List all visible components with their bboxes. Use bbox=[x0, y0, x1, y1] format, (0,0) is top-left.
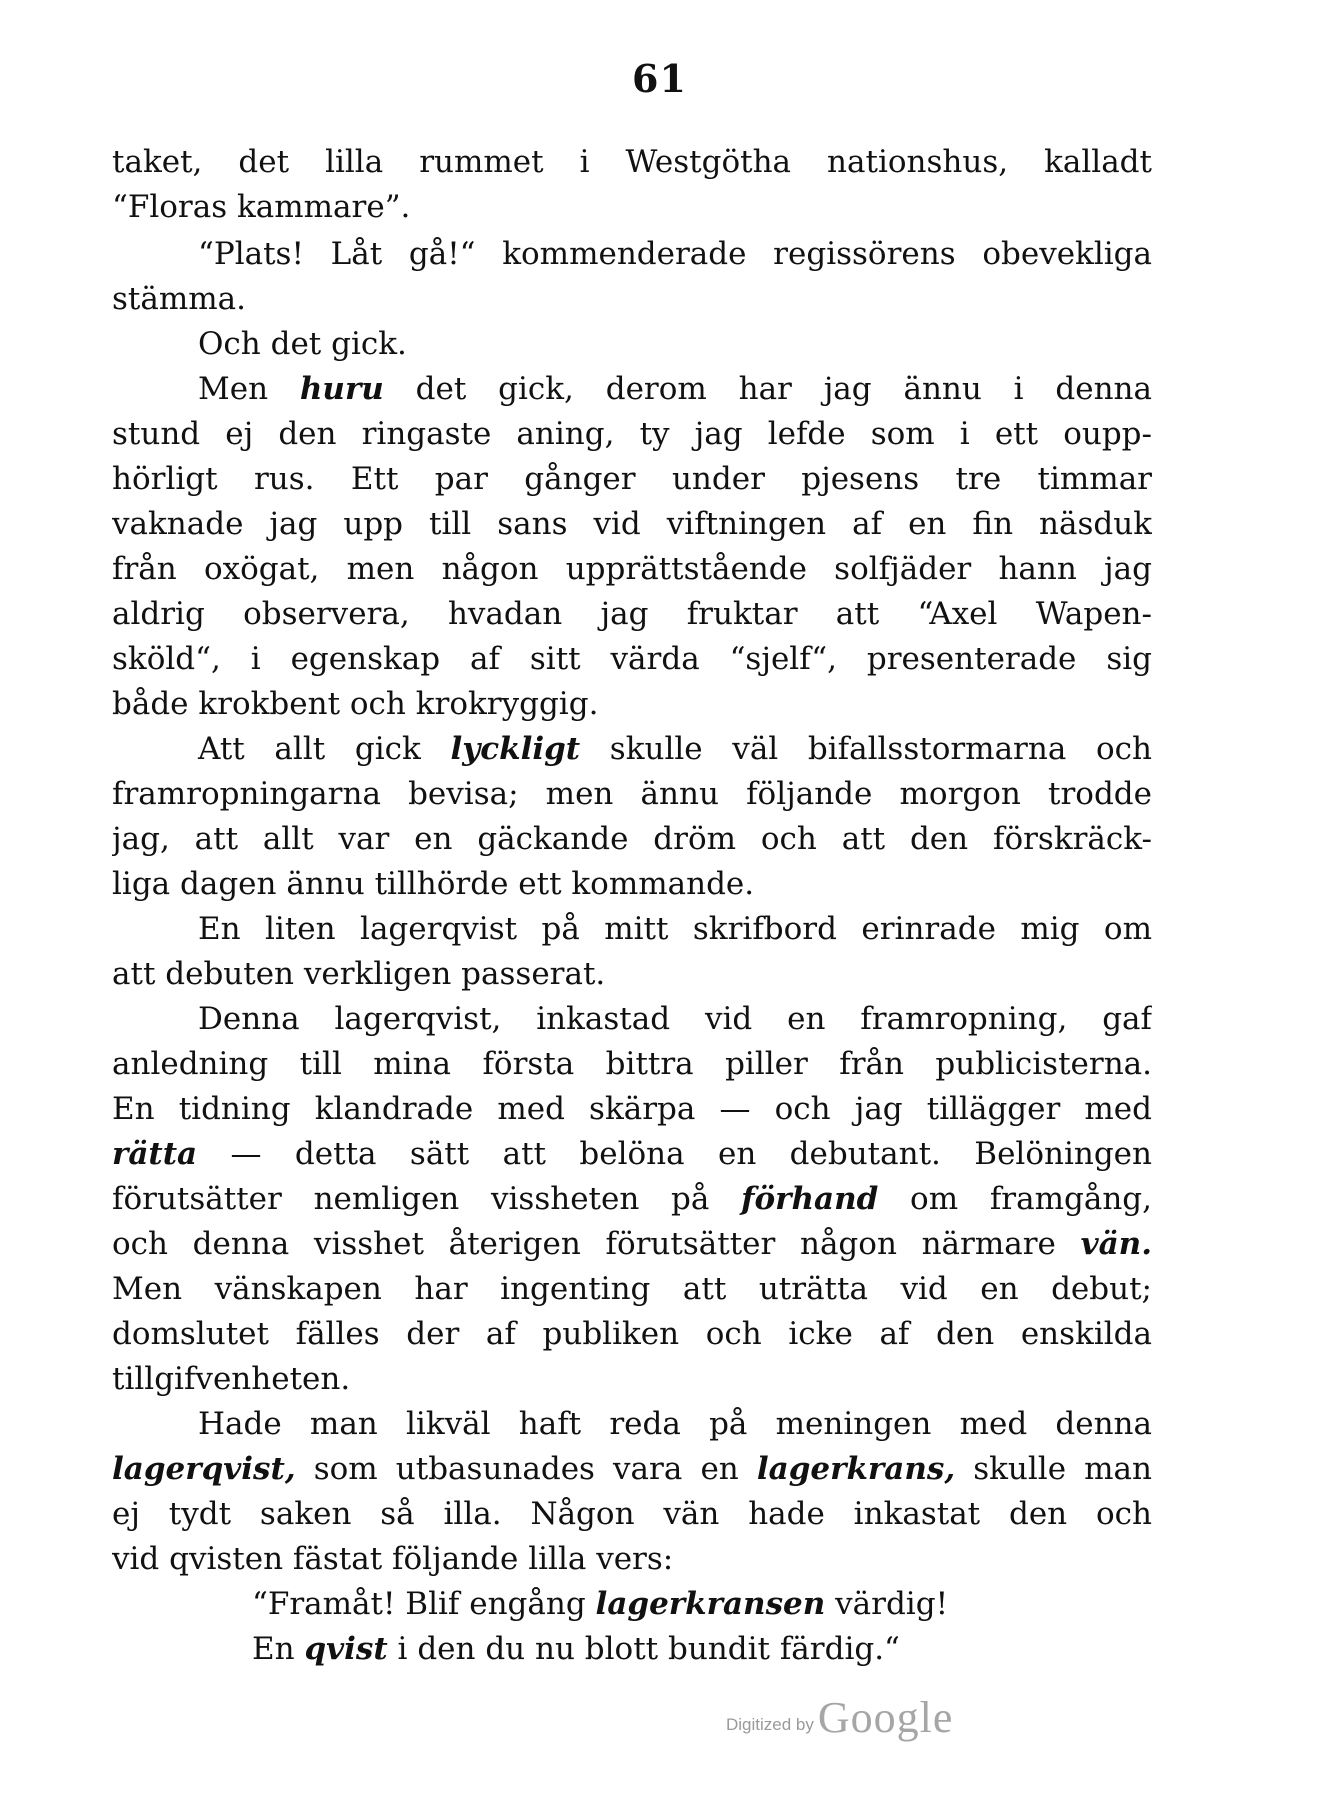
text-line: framropningarna bevisa; men ännu följande morgon trodde bbox=[112, 776, 1152, 812]
text-line: vid qvisten fästat följande lilla vers: bbox=[112, 1541, 674, 1577]
emphasis: lyckligt bbox=[450, 731, 581, 767]
emphasis: huru bbox=[299, 371, 384, 407]
digitized-by-watermark bbox=[726, 1692, 953, 1743]
text-line: rätta — detta sätt att belöna en debutant. Belöningen bbox=[112, 1136, 1152, 1172]
page-number: 61 bbox=[632, 56, 687, 101]
page-text bbox=[112, 140, 1152, 1672]
text-line: både krokbent och krokryggig. bbox=[112, 686, 599, 722]
emphasis: qvist bbox=[304, 1631, 388, 1667]
text-line: anledning till mina första bittra piller från publicisterna. bbox=[112, 1046, 1152, 1082]
text-line: domslutet fälles der af publiken och icke af den enskilda bbox=[112, 1316, 1152, 1352]
emphasis: vän. bbox=[1080, 1226, 1152, 1262]
text-line: vaknade jag upp till sans vid viftningen af en fin näsduk bbox=[112, 506, 1152, 542]
text-line: hörligt rus. Ett par gånger under pjesens tre timmar bbox=[112, 461, 1152, 497]
text-line: från oxögat, men någon upprättstående solfjäder hann jag bbox=[112, 551, 1152, 587]
emphasis: förhand bbox=[741, 1181, 879, 1217]
emphasis: lagerkrans, bbox=[756, 1451, 956, 1487]
text-line: stund ej den ringaste aning, ty jag lefde som i ett oupp- bbox=[112, 416, 1152, 452]
text-line: “Floras kammare”. bbox=[112, 189, 411, 225]
text-line: och denna visshet återigen förutsätter någon närmare vän. bbox=[112, 1226, 1152, 1262]
text-line: aldrig observera, hvadan jag fruktar att “Axel Wapen- bbox=[112, 596, 1152, 632]
text-line: Att allt gick lyckligt skulle väl bifallsstormarna och bbox=[198, 731, 1152, 767]
text-line: ej tydt saken så illa. Någon vän hade inkastat den och bbox=[112, 1496, 1152, 1532]
emphasis: lagerqvist, bbox=[112, 1451, 296, 1487]
text-line: Men vänskapen har ingenting att uträtta vid en debut; bbox=[112, 1271, 1152, 1307]
text-line: Hade man likväl haft reda på meningen med denna bbox=[198, 1406, 1152, 1442]
text-line: lagerqvist, som utbasunades vara en lagerkrans, skulle man bbox=[112, 1451, 1152, 1487]
text-line: taket, det lilla rummet i Westgötha nationshus, kalladt bbox=[112, 144, 1152, 180]
text-line: En tidning klandrade med skärpa — och jag tillägger med bbox=[112, 1091, 1152, 1127]
digitized-by-text: Digitized by bbox=[726, 1715, 814, 1734]
emphasis: rätta bbox=[112, 1136, 198, 1172]
text-line: förutsätter nemligen vissheten på förhand om framgång, bbox=[112, 1181, 1152, 1217]
text-line: En liten lagerqvist på mitt skrifbord erinrade mig om bbox=[198, 911, 1152, 947]
text-line: jag, att allt var en gäckande dröm och att den förskräck- bbox=[112, 821, 1152, 857]
text-line: Denna lagerqvist, inkastad vid en framropning, gaf bbox=[198, 1001, 1152, 1037]
google-logo: Google bbox=[817, 1693, 954, 1742]
verse-line: En qvist i den du nu blott bundit färdig.“ bbox=[252, 1631, 900, 1667]
text-line: Och det gick. bbox=[198, 326, 407, 362]
verse-line: “Framåt! Blif engång lagerkransen värdig! bbox=[252, 1586, 949, 1622]
text-line: sköld“, i egenskap af sitt värda “sjelf“, presenterade sig bbox=[112, 641, 1152, 677]
text-line: Men huru det gick, derom har jag ännu i denna bbox=[198, 371, 1152, 407]
text-line: att debuten verkligen passerat. bbox=[112, 956, 606, 992]
text-line: “Plats! Låt gå!“ kommenderade regissörens obevekliga bbox=[198, 236, 1152, 272]
emphasis: lagerkransen bbox=[595, 1586, 826, 1622]
text-line: stämma. bbox=[112, 281, 246, 317]
text-line: tillgifvenheten. bbox=[112, 1361, 351, 1397]
text-line: liga dagen ännu tillhörde ett kommande. bbox=[112, 866, 755, 902]
